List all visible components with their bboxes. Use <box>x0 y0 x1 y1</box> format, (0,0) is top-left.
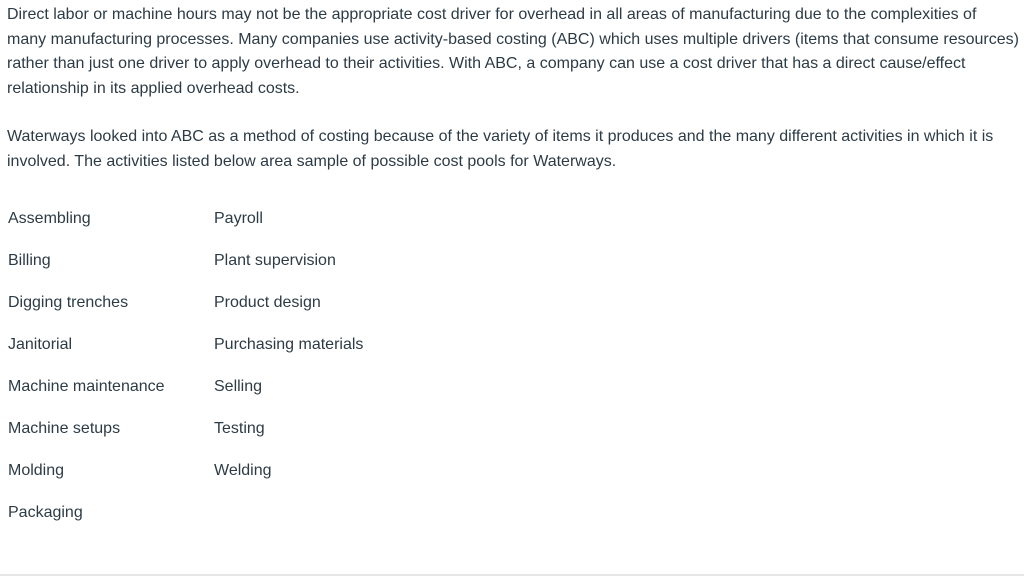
intro-paragraph: Direct labor or machine hours may not be the appropriate cost driver for overhead in all areas of manufacturing due to the complexities of many manufacturing processes. Many companies use activity-based costing (ABC) which uses multiple drivers (items that consume resources) rather than just one driver to apply overhead to their activities. With ABC, a company can use a cost driver that has a direct cause/effect relationship in its applied overhead costs. <box>7 6 1019 97</box>
cost-pool-cell: Plant supervision <box>214 252 336 269</box>
cost-pool-cell <box>214 492 454 534</box>
table-row <box>8 450 454 492</box>
cost-pool-cell: Janitorial <box>8 336 73 353</box>
cost-pool-cell: Payroll <box>214 210 263 227</box>
waterways-paragraph: Waterways looked into ABC as a method of costing because of the variety of items it produces and the many different activities in which it is involved. The activities listed below area sample of possible cost pools for Waterways. <box>7 128 994 170</box>
table-row <box>8 240 454 282</box>
cost-pool-cell: Molding <box>8 462 65 479</box>
cost-pool-cell: Product design <box>214 294 321 311</box>
table-row <box>8 492 454 534</box>
cost-pool-cell: Welding <box>214 462 272 479</box>
cost-pool-cell: Billing <box>8 252 51 269</box>
table-row <box>8 408 454 450</box>
cost-pool-cell: Purchasing materials <box>214 336 364 353</box>
cost-pool-cell: Machine maintenance <box>8 378 165 395</box>
cost-pool-cell: Assembling <box>8 210 91 227</box>
table-row <box>8 324 454 366</box>
table-row <box>8 198 454 240</box>
table-row <box>8 366 454 408</box>
question-content <box>7 3 1019 174</box>
cost-pools-table <box>8 198 454 534</box>
cost-pool-cell: Machine setups <box>8 420 121 437</box>
table-row <box>8 282 454 324</box>
cost-pool-cell: Packaging <box>8 504 83 521</box>
cost-pool-cell: Digging trenches <box>8 294 129 311</box>
cost-pool-cell: Selling <box>214 378 263 395</box>
cost-pool-cell: Testing <box>214 420 265 437</box>
